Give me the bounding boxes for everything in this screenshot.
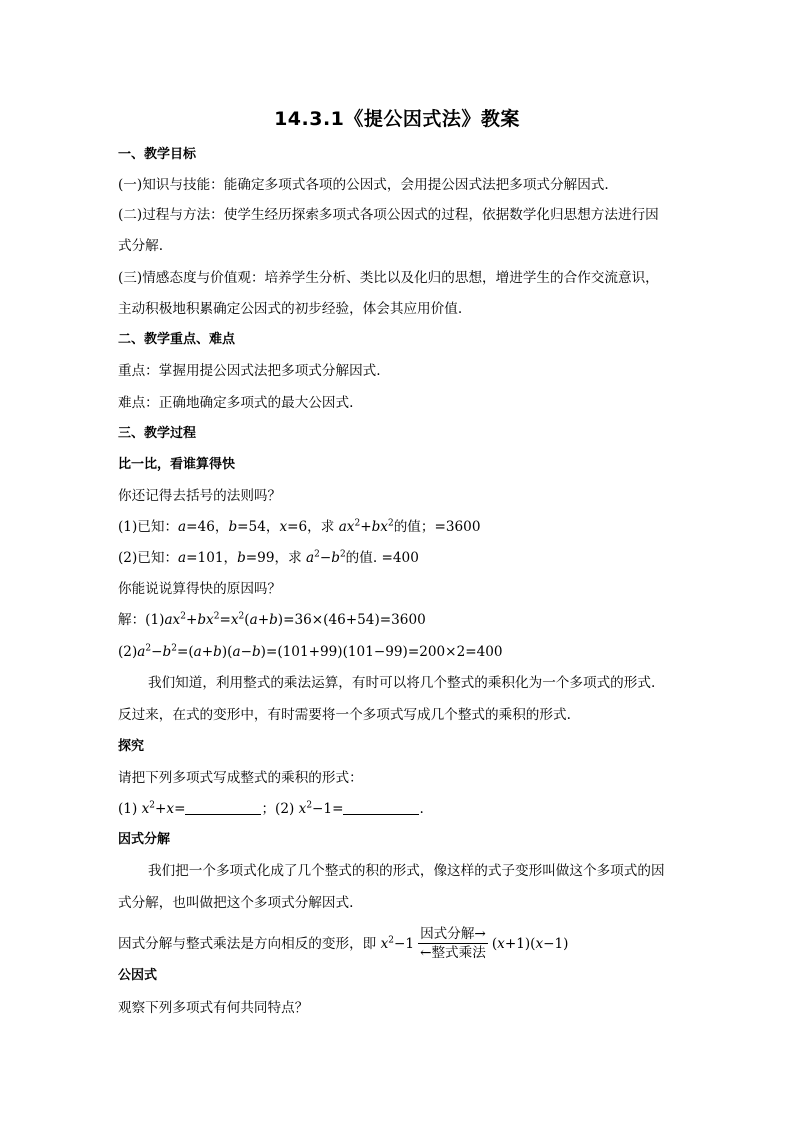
objective-process-line2: 式分解. <box>118 238 164 254</box>
keypoint-difficulty: 难点：正确地确定多项式的最大公因式. <box>118 395 354 411</box>
objective-attitude-line1: (三)情感态度与价值观：培养学生分析、类比以及化归的思想，增进学生的合作交流意识， <box>118 270 659 286</box>
factorization-definition-line2: 式分解，也叫做把这个多项式分解因式. <box>118 895 354 911</box>
keypoint-focus: 重点：掌握用提公因式法把多项式分解因式. <box>118 363 381 379</box>
subheading-factorization: 因式分解 <box>118 832 171 847</box>
solution-1: 解：$(1)ax^2+bx^2=x^2(a+b)=36\times(46+54)=3600$ <box>118 611 426 628</box>
objective-knowledge: (一)知识与技能：能确定多项式各项的公因式，会用提公因式法把多项式分解因式. <box>118 177 609 193</box>
factorization-definition-line1: 我们把一个多项式化成了几个整式的积的形式，像这样的式子变形叫做这个多项式的因 <box>148 863 665 879</box>
subheading-explore: 探究 <box>118 739 145 754</box>
objective-attitude-line2: 主动积极地积累确定公因式的初步经验，体会其应用价值. <box>118 301 463 317</box>
objective-process-line1: (二)过程与方法：使学生经历探索多项式各项公因式的过程，依据数学化归思想方法进行因 <box>118 207 659 223</box>
section-heading-process: 三、教学过程 <box>118 426 197 441</box>
explore-prompt: 请把下列多项式写成整式的乘积的形式： <box>118 770 363 786</box>
paragraph-multiplication-line1: 我们知道，利用整式的乘法运算，有时可以将几个整式的乘积化为一个多项式的形式. <box>148 675 656 691</box>
common-factor-prompt: 观察下列多项式有何共同特点？ <box>118 1000 309 1016</box>
answer-blank-1[interactable] <box>185 800 261 815</box>
solution-2: $(2)a^2-b^2=(a+b)(a-b)=(101+99)(101-99)=200\times 2=400$ <box>118 643 503 660</box>
question-2: (2)已知：a=101，b=99，求 $a^2-b^2$的值. =400 <box>118 549 419 566</box>
paragraph-multiplication-line2: 反过来，在式的变形中，有时需要将一个多项式写成几个整式的乘积的形式. <box>118 707 571 723</box>
subheading-compare: 比一比，看谁算得快 <box>118 457 236 472</box>
section-heading-keypoints: 二、教学重点、难点 <box>118 332 236 347</box>
factorization-relation: 因式分解与整式乘法是方向相反的变形，即 $x^2-1$ $\frac{\text{因式分解→}}{\text{←整式乘法}}$ (x+1)(x−1) <box>118 926 569 961</box>
section-heading-objectives: 一、教学目标 <box>118 147 197 162</box>
answer-blank-2[interactable] <box>343 800 419 815</box>
question-intro: 你还记得去括号的法则吗？ <box>118 488 282 504</box>
explore-exercises: (1) $x^2+x=$ ；(2) $x^2-1=$ . <box>118 800 424 817</box>
question-1: (1)已知：a=46，b=54，x=6，求 $ax^2+bx^2$的值；=3600 <box>118 518 481 535</box>
page-title: 14.3.1《提公因式法》教案 <box>274 108 520 130</box>
subheading-common-factor: 公因式 <box>118 968 158 983</box>
reason-question: 你能说说算得快的原因吗？ <box>118 581 282 597</box>
transformation-arrows: $\frac{\text{因式分解→}}{\text{←整式乘法}}$ <box>420 926 486 961</box>
